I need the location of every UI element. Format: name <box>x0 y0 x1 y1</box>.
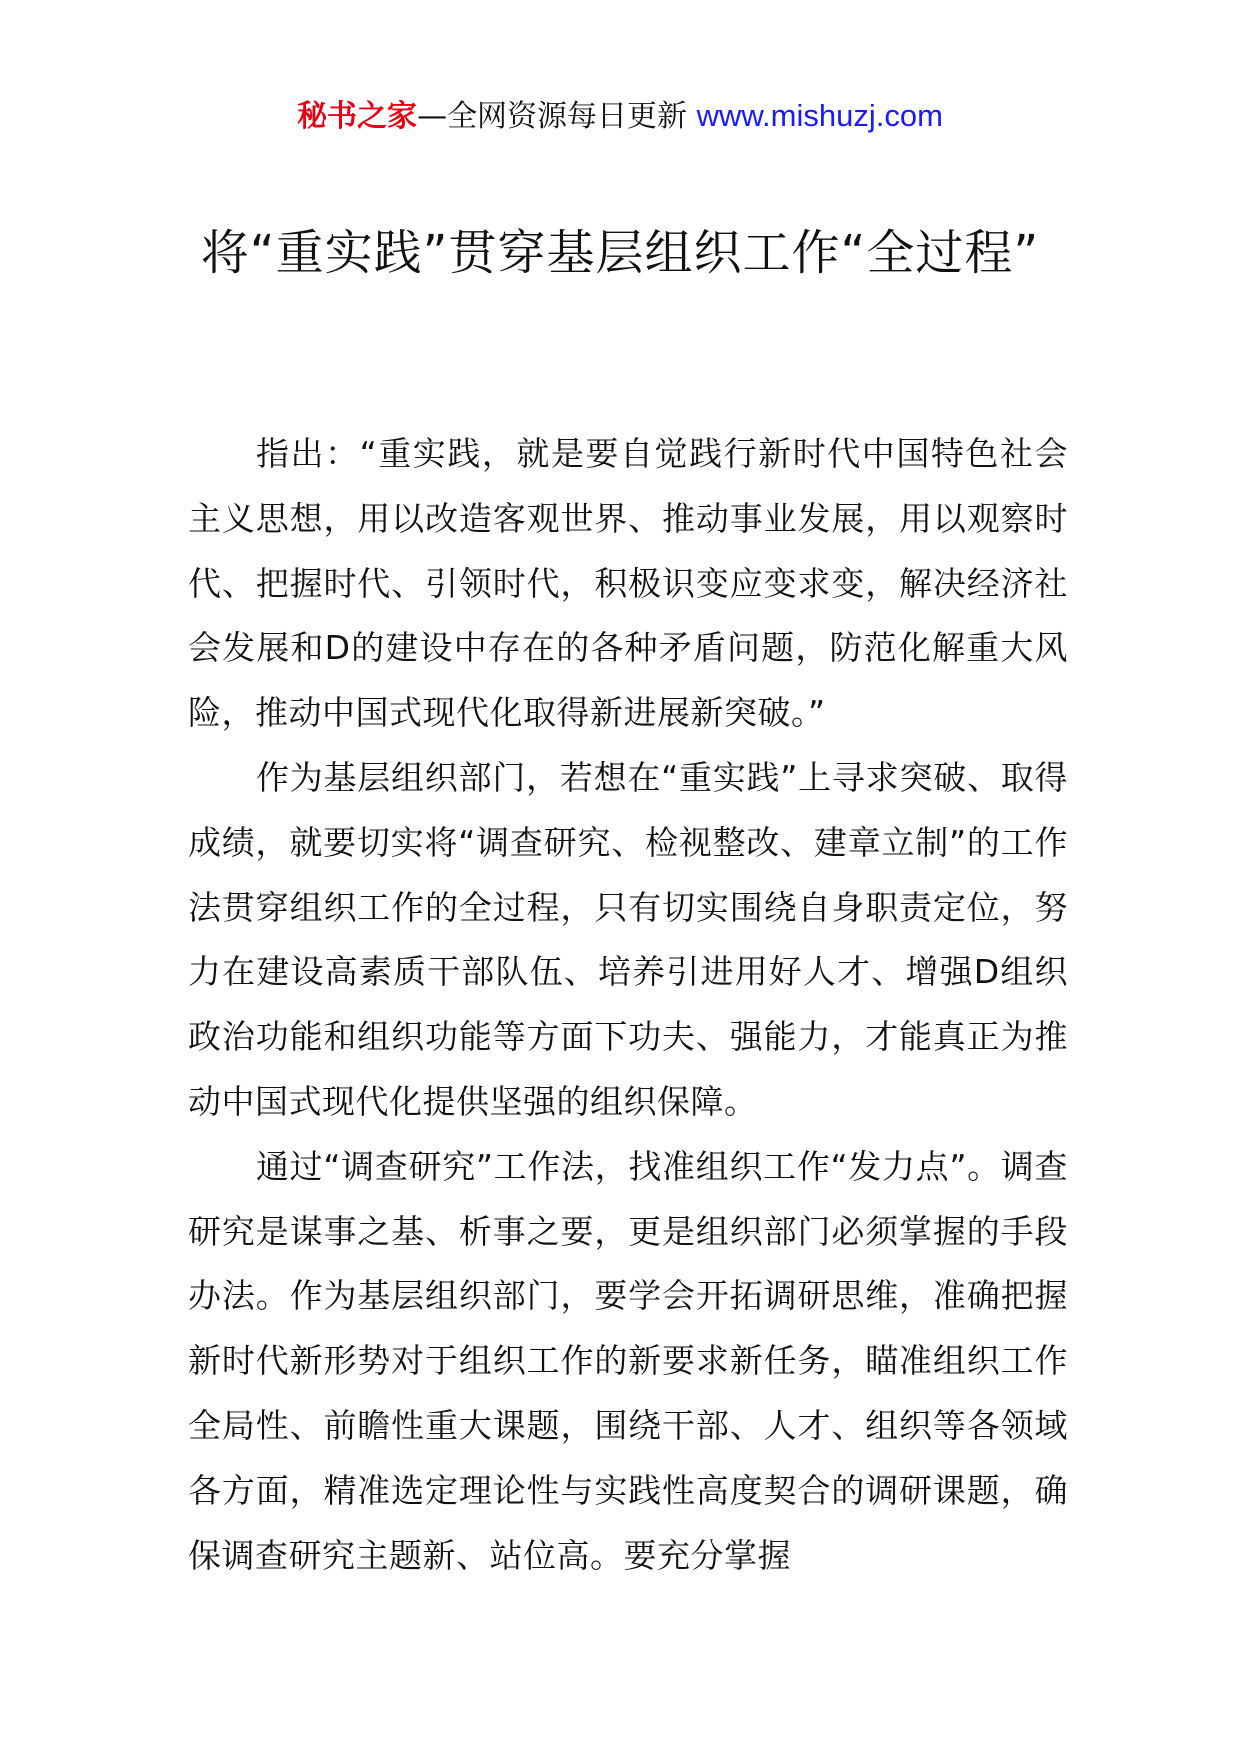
site-url-link[interactable]: www.mishuzj.com <box>696 98 943 133</box>
site-tagline: —全网资源每日更新 <box>417 99 688 134</box>
body-paragraph-1: 指出：“重实践，就是要自觉践行新时代中国特色社会主义思想，用以改造客观世界、推动事业发展，用以观察时代、把握时代、引领时代，积极识变应变求变，解决经济社会发展和D的建设中存在的各种矛盾问题，防范化解重大风险，推动中国式现代化取得新进展新突破。” <box>188 434 1068 733</box>
site-header <box>0 96 1240 137</box>
site-brand: 秘书之家 <box>297 99 418 134</box>
document-body <box>188 422 1068 1588</box>
body-paragraph-2: 作为基层组织部门，若想在“重实践”上寻求突破、取得成绩，就要切实将“调查研究、检视整改、建章立制”的工作法贯穿组织工作的全过程，只有切实围绕自身职责定位，努力在建设高素质干部队伍、培养引进用好人才、增强D组织政治功能和组织功能等方面下功夫、强能力，才能真正为推动中国式现代化提供坚强的组织保障。 <box>188 757 1068 1121</box>
body-paragraph-3: 通过“调查研究”工作法，找准组织工作“发力点”。调查研究是谋事之基、析事之要，更是组织部门必须掌握的手段办法。作为基层组织部门，要学会开拓调研思维，准确把握新时代新形势对于组织工作的新要求新任务，瞄准组织工作全局性、前瞻性重大课题，围绕干部、人才、组织等各领域各方面，精准选定理论性与实践性高度契合的调研课题，确保调查研究主题新、站位高。要充分掌握 <box>188 1146 1068 1575</box>
document-title: 将“重实践”贯穿基层组织工作“全过程” <box>200 225 1040 281</box>
